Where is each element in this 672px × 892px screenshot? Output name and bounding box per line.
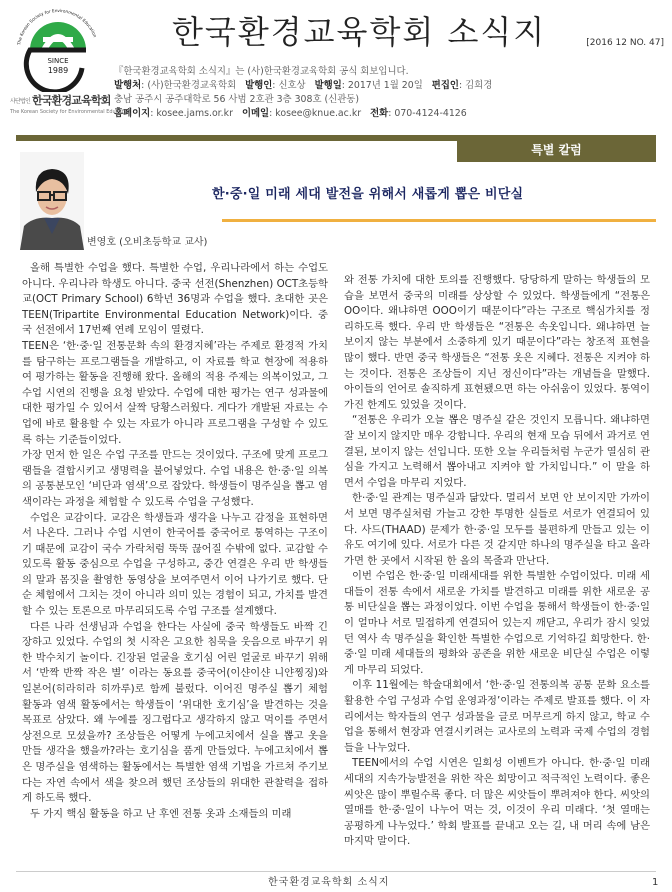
article-column-left: [22, 261, 328, 822]
homepage-link[interactable]: kosee.jams.or.kr: [156, 108, 233, 119]
email-link[interactable]: kosee@knue.ac.kr: [275, 108, 362, 119]
paragraph: “전통은 우리가 오늘 뽑은 명주실 같은 것인지 모릅니다. 왜냐하면 잘 보이지 않지만 매우 강합니다. 우리의 현재 모습 뒤에서 과거로 연결된, 보이지 않는 선입니다. 또한 오늘 우리들처럼 누군가 열심히 관심을 가지고 노력해서 뽑아내고 지켜야 할 가치입니다.” 이 말을 하면서 수업을 마무리 지었다.: [344, 414, 650, 489]
paragraph: 한·중·일 관계는 명주실과 닮았다. 멀리서 보면 안 보이지만 가까이서 보면 명주실처럼 가늘고 강한 투명한 실들로 서로가 연결되어 있다. 사드(THAAD) 문제가 한·중·일 모두를 불편하게 만들고 있는 이유도 여기에 있다. 서로가 다른 것 같지만 하나의 명주실을 타고 올라가면 한 곳에서 시작된 한 올의 목줄과 만난다.: [344, 492, 650, 567]
logo-since: SINCE: [47, 57, 69, 65]
logo-prefix: 사단법인: [10, 97, 30, 105]
phone-value: 070-4124-4126: [394, 108, 467, 119]
paragraph: 수업은 교감이다. 교감은 학생들과 생각을 나누고 감정을 표현하면서 나온다. 그러나 수업 시연이 한국어를 중국어로 통역하는 구조이기 때문에 교감이 국수 가락처럼 뚝뚝 끊어질 수밖에 없다. 교감할 수 있도록 활동 중심으로 수업을 구성하고, 중간 연결은 우리 반 학생들의 말과 몸짓을 촬영한 동영상을 보여주면서 이어 나가기로 했다. 단순 체험에서 그치는 것이 아니라 의미 있는 경험이 되고, 가치를 발견할 수 있는 토론으로 마무리되도록 수업 구조를 설계했다.: [22, 511, 328, 618]
article-byline: 변영호 (오비초등학교 교사): [87, 237, 208, 248]
publication-info: [114, 65, 666, 121]
paragraph: 가장 먼저 한 일은 수업 구조를 만드는 것이었다. 구조에 맞게 프로그램들을 결합시키고 생명력을 불어넣었다. 수업 내용은 한·중·일 의복의 공통분모인 ‘비단과 염색’으로 잡았다. 학생들이 명주실을 뽑고 염색이라는 과정을 체험할 수 있도록 수업을 구성했다.: [22, 449, 328, 508]
author-photo: [20, 152, 84, 250]
page-number: 1: [652, 877, 659, 888]
footer-title: 한국환경교육학회 소식지: [268, 877, 390, 888]
date-label: 발행일: [314, 80, 342, 91]
newsletter-title: 한국환경교육학회 소식지: [172, 13, 547, 51]
society-logo: [8, 4, 108, 92]
logo-name-ko: [10, 94, 110, 108]
section-label: 특별 칼럼: [457, 135, 656, 162]
editor-value: 김희경: [465, 80, 493, 91]
publisher-value: (사)한국환경교육학회: [147, 80, 237, 91]
author-portrait-icon: [20, 152, 84, 250]
issue-number: [2016 12 NO. 47]: [586, 38, 664, 48]
phone-label: 전화: [370, 108, 389, 119]
paragraph: 이번 수업은 한·중·일 미래세대를 위한 특별한 수업이었다. 미래 세대들이 전통 속에서 새로운 가치를 발견하고 미래를 위한 새로운 공통 비단실을 뽑는 과정이었다. 이번 수업을 통해서 학생들이 한·중·일이 얼마나 서로 밀접하게 연결되어 있는지 깨닫고, 우리가 잠시 잊었던 역사 속 명주실을 확인한 특별한 수업으로 기억하길 희망한다. 한·중·일 미래 세대들의 평화와 공존을 위한 새로운 비단실 수업은 이렇게 마무리 되었다.: [344, 570, 650, 676]
logo-year: 1989: [47, 66, 69, 75]
address-line: 충남 공주시 공주대학로 56 사범 2호관 3층 308호 (신관동): [114, 94, 359, 105]
logo-arc-text: The Korean Society for Environmental Education: [16, 7, 98, 46]
logo-emblem-icon: [8, 4, 108, 92]
intro-line: 『한국환경교육학회 소식지』는 (사)한국환경교육학회 공식 회보입니다.: [114, 66, 409, 77]
footer-divider: [16, 871, 656, 872]
article-column-right: [344, 273, 650, 850]
logo-name-en: The Korean Society for Environmental Education: [10, 109, 132, 115]
paragraph: 와 전통 가치에 대한 토의를 진행했다. 당당하게 말하는 학생들의 모습을 보면서 중국의 미래를 상상할 수 있었다. 학생들에게 “전통은 OO이다. 왜냐하면 OOO이기 때문이다”라는 구조로 핵심가치를 정리하도록 했다. 우리 반 학생들은 “전통은 속옷입니다. 왜냐하면 늘 보이지 않는 부분에서 소중하게 있기 때문이다”라는 창조적 표현을 많이 했다. 반면 중국 학생들은 “전통 옷은 지혜다. 전통은 지켜야 하는 것이다. 전통은 조상들이 지닌 정신이다”라는 개념들을 말했다. 아이들의 언어로 솔직하게 표현됐으면 하는 아쉬움이 있었다. 통역이 가진 한계도 있었을 것이다.: [344, 274, 650, 411]
paragraph: TEEN에서의 수업 시연은 일회성 이벤트가 아니다. 한·중·일 미래 세대의 지속가능발전을 위한 작은 희망이고 적극적인 노력이다. 좋은 씨앗은 많이 뿌릴수록 좋다. 더 많은 씨앗들이 뿌려져야 한다. 씨앗의 열매를 한·중·일이 나누어 먹는 것, 이것이 우리 미래다. ‘첫 열매는 공평하게 나누었다.’ 학회 발표를 끝내고 오는 길, 내 머리 속에 남은 마지막 말이다.: [344, 757, 650, 848]
article-headline: 한·중·일 미래 세대 발전을 위해서 새롭게 뽑은 비단실: [212, 187, 524, 202]
paragraph: 두 가지 핵심 활동을 하고 난 후엔 전통 옷과 소재들의 미래: [30, 807, 292, 820]
contact-line: 홈페이지: kosee.jams.or.kr 이메일: kosee@knue.ac.kr 전화: 070-4124-4126: [114, 108, 467, 119]
editor-label: 편집인: [431, 80, 459, 91]
issuer-value: 신호상: [278, 80, 306, 91]
paragraph: 이후 11월에는 학술대회에서 ‘한·중·일 전통의복 공통 문화 요소를 활용한 수업 구성과 수업 운영과정’이라는 주제로 발표를 했다. 이 자리에서는 학자들의 연구 성과물을 글로 머무르게 하지 않고, 학교 수업을 통해서 현장과 연결시키려는 교사로의 노력과 국제 수업의 경험들을 나누었다.: [344, 679, 650, 754]
issuer-label: 발행인: [245, 80, 273, 91]
email-label: 이메일: [241, 108, 270, 119]
paragraph: 다른 나라 선생님과 수업을 한다는 사실에 중국 학생들도 바짝 긴장하고 있었다. 수업의 첫 시작은 고요한 침묵을 웃음으로 바꾸기 위한 박수치기 놀이다. 긴장된 얼굴을 호기심 어린 얼굴로 바꾸기 위해서 ‘반짝 반짝 작은 별’ 이라는 동요를 중국어(이샨이샨 니얀찡징)와 일본어(히라히라 히까루)로 함께 불렀다. 이어진 명주실 뽑기 체험 활동과 염색 활동에서는 학생들이 ‘위대한 호기심’을 발견하는 것을 목표로 삼았다. 왜 누에를 징그럽다고 생각하지 않고 먹이를 주면서 상전으로 모셨을까? 조상들은 어떻게 누에고치에서 실을 뽑고 옷을 만들 생각을 했을까?라는 호기심을 품게 만들었다. 누에고치에서 뽑은 명주실을 염색하는 활동에서는 특별한 염색 기법을 가르쳐 주기보다는 자연 속에서 색을 찾으려 했던 조상들의 위대한 관찰력을 접하게 하도록 했다.: [22, 620, 328, 805]
homepage-label: 홈페이지: [114, 108, 151, 119]
publisher-label: 발행처: [114, 80, 142, 91]
publisher-line: 발행처: (사)한국환경교육학회 발행인: 신호상 발행일: 2017년 1월 20일 편집인: 김희경: [114, 80, 493, 91]
logo-name-text: 한국환경교육학회: [31, 94, 111, 107]
headline-underline: [222, 219, 656, 222]
date-value: 2017년 1월 20일: [347, 80, 423, 91]
paragraph: TEEN은 ‘한·중·일 전통문화 속의 환경지혜’라는 주제로 환경적 가치를 탐구하는 프로그램들을 개발하고, 이 자료를 학교 현장에 적용하여 평가하는 활동을 진행해 왔다. 올해의 적용 주제는 의복이었고, 그 수업 시연의 진행을 요청 받았다. 수업에 대한 평가는 연구 성과물에 대한 평가일 수 있어서 살짝 당황스러웠다. 게다가 개발된 자료는 수업에 바로 활용할 수 있는 자료가 아니라 프로그램을 구성할 수 있도록 하는 기준들이었다.: [22, 339, 328, 446]
paragraph: 올해 특별한 수업을 했다. 특별한 수업, 우리나라에서 하는 수업도 아니다. 우리나라 학생도 아니다. 중국 선전(Shenzhen) OCT초등학교(OCT Primary School) 6학년 36명과 수업을 했다. 초대한 곳은 TEEN(Tripartite Environmental Education Network)이다. 중국 선전에서 17번째 연례 모임이 열렸다.: [22, 262, 328, 337]
